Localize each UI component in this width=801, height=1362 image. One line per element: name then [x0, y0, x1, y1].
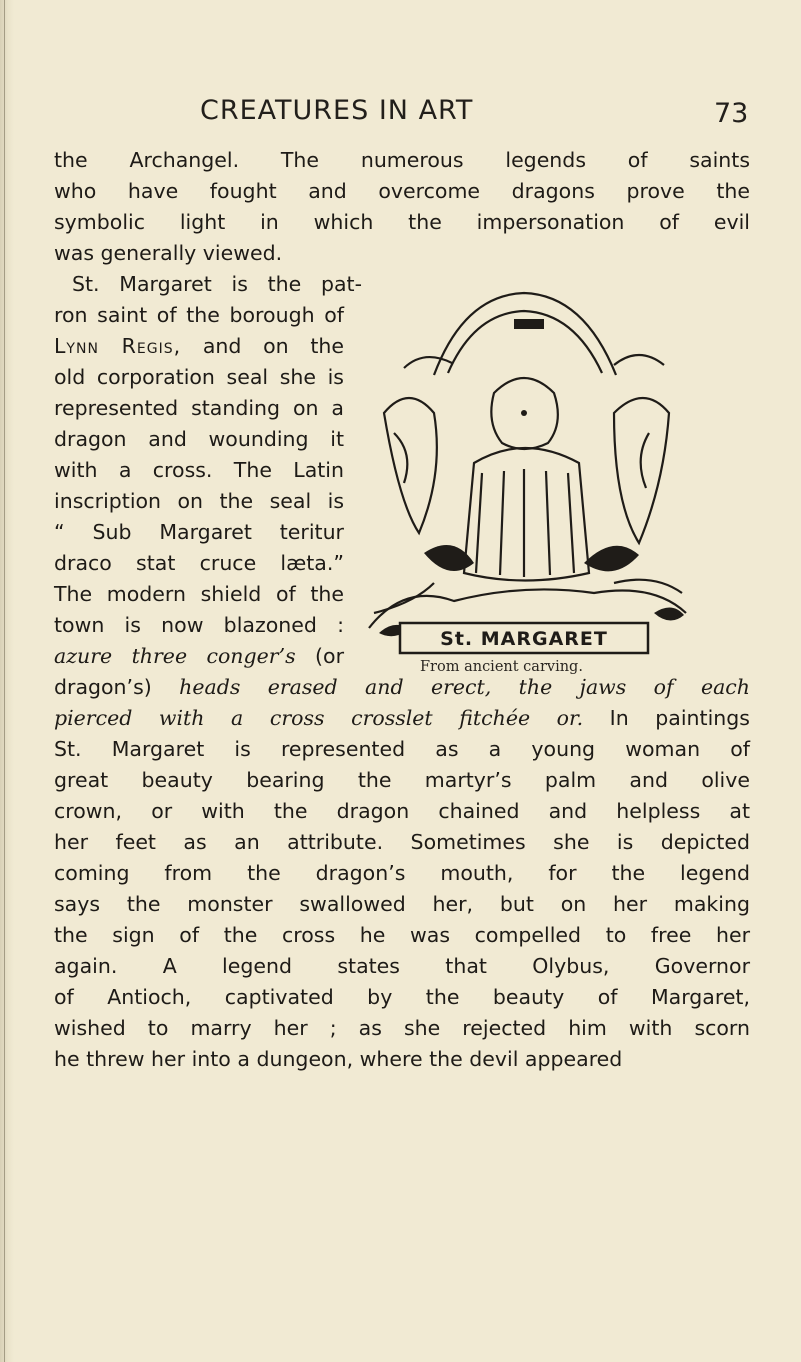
- text-line: St. Margaret is the pat-: [72, 272, 362, 296]
- text-line: he threw her into a dungeon, where the devil appeared: [54, 1047, 623, 1071]
- text-line: says the monster swallowed her, but on her making: [54, 892, 750, 916]
- text-fragment: (or: [315, 644, 344, 668]
- text-line: crown, or with the dragon chained and helpless at: [54, 799, 750, 823]
- figure-caption: From ancient carving.: [420, 659, 583, 675]
- blazon-italic: pierced with a cross crosslet fitchée or.: [54, 706, 584, 730]
- text-line: [54, 641, 344, 672]
- seal-carving-image: [364, 283, 688, 673]
- blazon-italic: azure three conger’s: [54, 644, 296, 668]
- text-line: “ Sub Margaret teritur: [54, 520, 344, 544]
- text-line: again. A legend states that Olybus, Governor: [54, 954, 750, 978]
- paragraph-continued: [54, 672, 750, 1075]
- text-line: who have fought and overcome dragons prove the: [54, 179, 750, 203]
- text-line: her feet as an attribute. Sometimes she is depicted: [54, 830, 750, 854]
- text-line: was generally viewed.: [54, 241, 283, 265]
- text-line: symbolic light in which the impersonation of evil: [54, 210, 750, 234]
- text-line: represented standing on a: [54, 396, 344, 420]
- text-line: of Antioch, captivated by the beauty of Margaret,: [54, 985, 750, 1009]
- page-header: [0, 95, 801, 135]
- text-line: [54, 703, 750, 734]
- text-line: The modern shield of the: [54, 582, 344, 606]
- place-name-lynn-regis: Lynn Regis,: [54, 334, 182, 358]
- page-number: 73: [714, 98, 749, 129]
- paragraph-top: [54, 145, 750, 269]
- seal-lettering: St. MARGARET: [440, 628, 608, 650]
- text-line: draco stat cruce læta.”: [54, 551, 344, 575]
- text-line: [54, 331, 344, 362]
- text-fragment: In paintings: [609, 706, 750, 730]
- text-line: wished to marry her ; as she rejected him with scorn: [54, 1016, 750, 1040]
- text-line: coming from the dragon’s mouth, for the legend: [54, 861, 750, 885]
- text-line: with a cross. The Latin: [54, 458, 344, 482]
- running-head: CREATURES IN ART: [200, 95, 474, 126]
- page-binding-edge: [0, 0, 14, 1362]
- blazon-italic: the jaws of each: [518, 675, 750, 699]
- paragraph-side-first: [72, 269, 362, 300]
- text-line: the sign of the cross he was compelled to free her: [54, 923, 750, 947]
- text-line: [54, 672, 750, 703]
- text-line: old corporation seal she is: [54, 365, 344, 389]
- text-line: inscription on the seal is: [54, 489, 344, 513]
- text-line: great beauty bearing the martyr’s palm and olive: [54, 768, 750, 792]
- text-line: the Archangel. The numerous legends of saints: [54, 148, 750, 172]
- text-line: town is now blazoned :: [54, 613, 344, 637]
- text-line: dragon and wounding it: [54, 427, 344, 451]
- text-line: ron saint of the borough of: [54, 303, 344, 327]
- seal-illustration: [364, 283, 688, 673]
- text-line: St. Margaret is represented as a young woman of: [54, 737, 750, 761]
- blazon-italic: heads erased and erect,: [179, 675, 492, 699]
- text-fragment: dragon’s): [54, 675, 152, 699]
- text-fragment: and on the: [202, 334, 344, 358]
- paragraph-side: [54, 300, 344, 672]
